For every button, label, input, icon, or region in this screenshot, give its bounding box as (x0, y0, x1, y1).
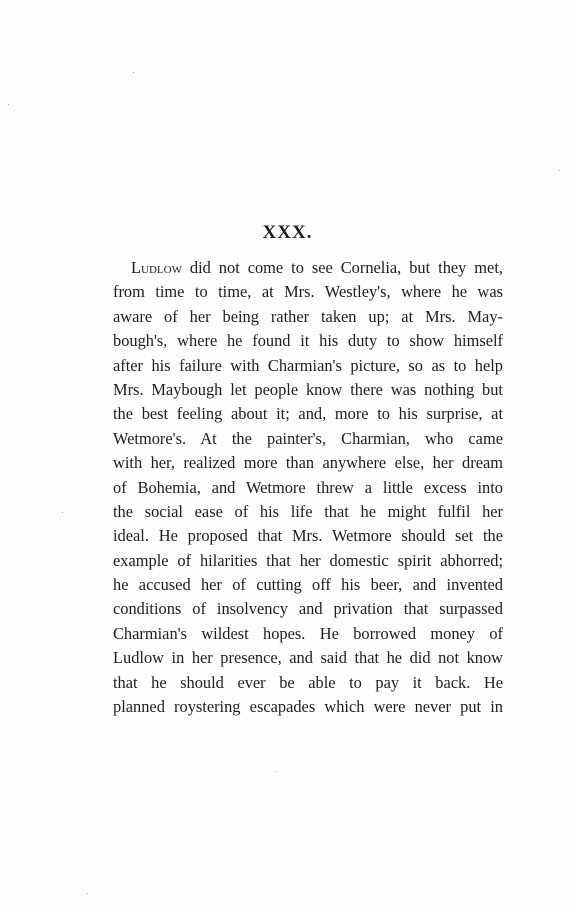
chapter-heading: XXX. (262, 222, 313, 243)
paragraph-line-13: example of hilarities that her domestic spirit abhorred; (113, 550, 503, 570)
paper-speck (8, 104, 9, 105)
paragraph-line-3: aware of her being rather taken up; at Mrs. May- (113, 306, 503, 326)
paragraph-line-19: planned roystering escapades which were never put in (113, 697, 503, 717)
paragraph-line-1 (113, 256, 503, 280)
paragraph-line-11: the social ease of his life that he might fulfil her (113, 501, 503, 521)
paper-speck (133, 72, 134, 73)
paragraph-line-8: Wetmore's. At the painter's, Charmian, who came (113, 428, 503, 448)
paper-speck (275, 771, 276, 772)
paragraph-line-17: Ludlow in her presence, and said that he did not know (113, 648, 503, 668)
paragraph-line-4: bough's, where he found it his duty to show himself (113, 331, 503, 351)
paragraph-line-7: the best feeling about it; and, more to his surprise, at (113, 404, 503, 424)
paragraph-line-18: that he should ever be able to pay it back. He (113, 672, 503, 692)
paragraph-line-9: with her, realized more than anywhere else, her dream (113, 453, 503, 473)
paper-speck (62, 512, 63, 513)
paragraph-line-5: after his failure with Charmian's picture, so as to help (113, 355, 503, 375)
first-word: Ludlow (131, 258, 182, 277)
paragraph-line-6: Mrs. Maybough let people know there was nothing but (113, 379, 503, 399)
paper-speck (87, 893, 88, 894)
paper-speck (559, 170, 560, 171)
paragraph-line-10: of Bohemia, and Wetmore threw a little excess into (113, 477, 503, 497)
paragraph-line-2: from time to time, at Mrs. Westley's, where he was (113, 282, 503, 302)
line-1-text: did not come to see Cornelia, but they met, (181, 258, 503, 277)
body-paragraph (113, 256, 503, 719)
paragraph-line-12: ideal. He proposed that Mrs. Wetmore should set the (113, 526, 503, 546)
paragraph-line-14: he accused her of cutting off his beer, and invented (113, 575, 503, 595)
paragraph-line-16: Charmian's wildest hopes. He borrowed money of (113, 623, 503, 643)
paragraph-line-15: conditions of insolvency and privation that surpassed (113, 599, 503, 619)
